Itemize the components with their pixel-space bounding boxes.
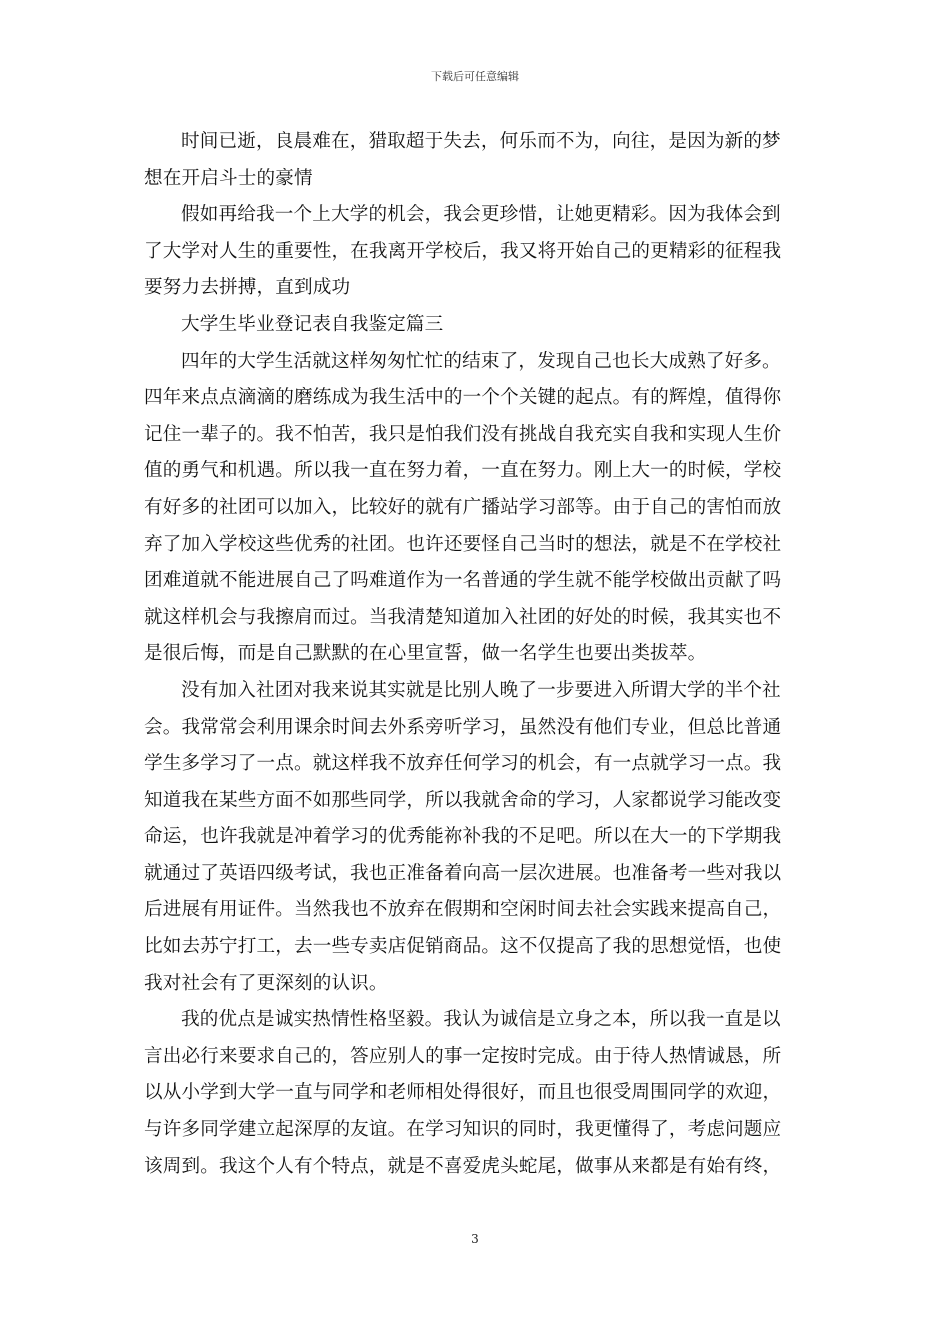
text-line: 想在开启斗士的豪情 — [144, 167, 313, 189]
text-line: 弃了加入学校这些优秀的社团。也许还要怪自己当时的想法，就是不在学校社 — [144, 533, 782, 555]
page-header: 下载后可任意编辑 — [431, 70, 519, 83]
text-line: 后进展有用证件。当然我也不放弃在假期和空闲时间去社会实践来提高自己， — [144, 899, 782, 921]
text-line: 四年来点点滴滴的磨练成为我生活中的一个个关键的起点。有的辉煌，值得你 — [144, 387, 782, 409]
text-line: 命运，也许我就是冲着学习的优秀能祢补我的不足吧。所以在大一的下学期我 — [144, 826, 782, 848]
text-line: 知道我在某些方面不如那些同学，所以我就舍命的学习，人家都说学习能改变 — [144, 789, 782, 811]
text-line: 学生多学习了一点。就这样我不放弃任何学习的机会，有一点就学习一点。我 — [144, 753, 782, 775]
text-line: 言出必行来要求自己的，答应别人的事一定按时完成。由于待人热情诚恳，所 — [144, 1045, 782, 1067]
text-line: 值的勇气和机遇。所以我一直在努力着，一直在努力。刚上大一的时候，学校 — [144, 460, 782, 482]
text-line: 了大学对人生的重要性，在我离开学校后，我又将开始自己的更精彩的征程我 — [144, 240, 782, 262]
text-line: 要努力去拼搏，直到成功 — [144, 277, 351, 299]
text-line: 四年的大学生活就这样匆匆忙忙的结束了，发现自己也长大成熟了好多。 — [181, 350, 781, 372]
text-line: 我的优点是诚实热情性格坚毅。我认为诚信是立身之本，所以我一直是以 — [181, 1009, 781, 1031]
text-line: 大学生毕业登记表自我鉴定篇三 — [181, 313, 444, 335]
text-line: 比如去苏宁打工，去一些专卖店促销商品。这不仅提高了我的思想觉悟，也使 — [144, 936, 782, 958]
text-line: 以从小学到大学一直与同学和老师相处得很好，而且也很受周围同学的欢迎， — [144, 1082, 782, 1104]
text-line: 记住一辈子的。我不怕苦，我只是怕我们没有挑战自我充实自我和实现人生价 — [144, 423, 782, 445]
text-line: 是很后悔，而是自己默默的在心里宣誓，做一名学生也要出类拔萃。 — [144, 643, 707, 665]
text-line: 与许多同学建立起深厚的友谊。在学习知识的同时，我更懂得了，考虑问题应 — [144, 1119, 782, 1141]
document-body — [144, 124, 812, 1185]
text-line: 有好多的社团可以加入，比较好的就有广播站学习部等。由于自己的害怕而放 — [144, 496, 782, 518]
text-line: 会。我常常会利用课余时间去外系旁听学习，虽然没有他们专业，但总比普通 — [144, 716, 782, 738]
text-line: 就这样机会与我擦肩而过。当我清楚知道加入社团的好处的时候，我其实也不 — [144, 606, 782, 628]
text-line: 该周到。我这个人有个特点，就是不喜爱虎头蛇尾，做事从来都是有始有终， — [144, 1155, 782, 1177]
text-line: 我对社会有了更深刻的认识。 — [144, 972, 388, 994]
text-line: 时间已逝，良晨难在，猎取超于失去，何乐而不为，向往，是因为新的梦 — [181, 131, 781, 152]
text-line: 没有加入社团对我来说其实就是比别人晚了一步要进入所谓大学的半个社 — [181, 679, 781, 701]
text-line: 团难道就不能进展自己了吗难道作为一名普通的学生就不能学校做出贡献了吗 — [144, 570, 782, 592]
text-line: 就通过了英语四级考试，我也正准备着向高一层次进展。也准备考一些对我以 — [144, 862, 782, 884]
text-line: 假如再给我一个上大学的机会，我会更珍惜，让她更精彩。因为我体会到 — [181, 204, 781, 226]
page-number: 3 — [471, 1232, 479, 1246]
